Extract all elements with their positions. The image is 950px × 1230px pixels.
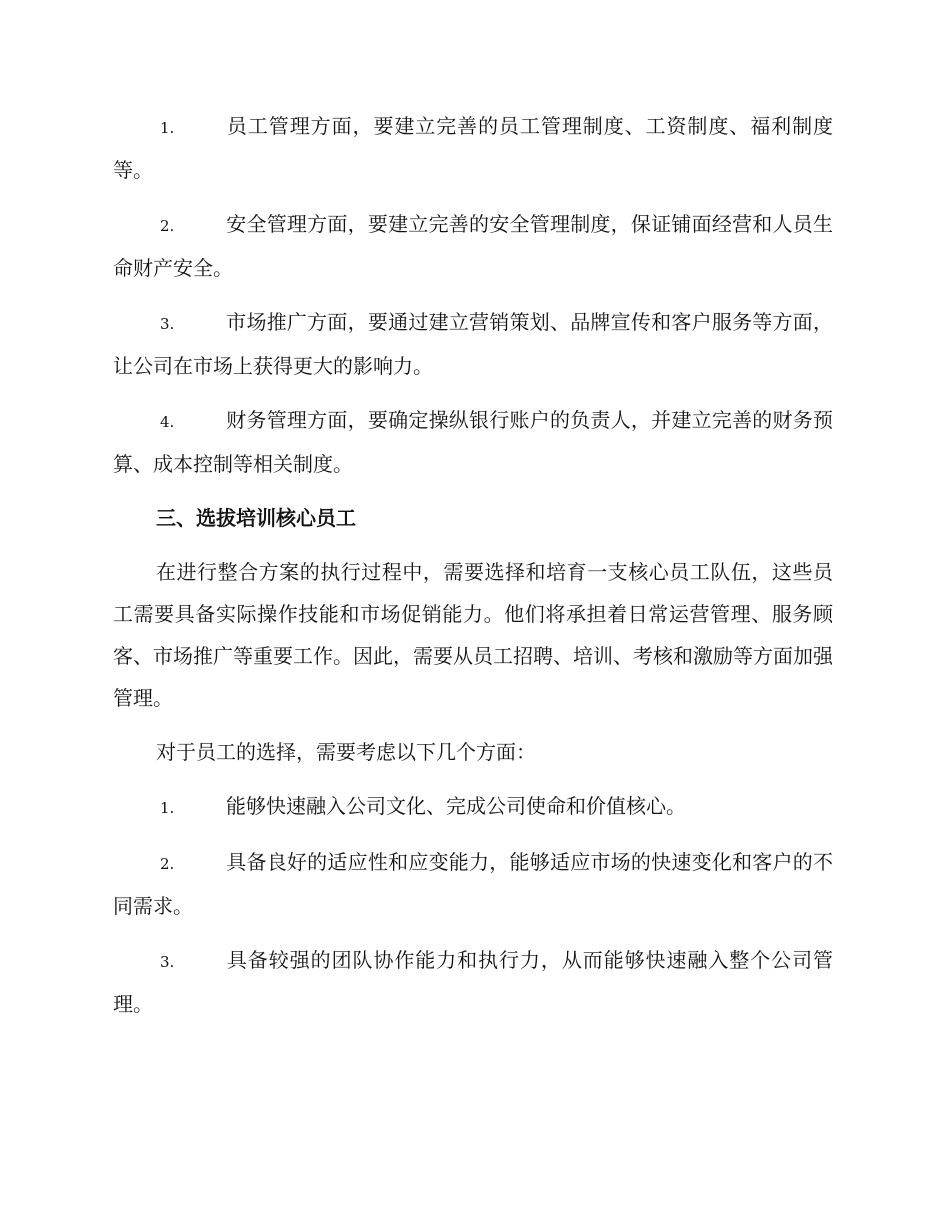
list-item-selection-2 [113,841,833,927]
list-item-management-3 [113,301,833,387]
list-number: 3. [160,953,175,971]
list-item-text: 具备良好的适应性和应变能力，能够适应市场的快速变化和客户的不同需求。 [113,850,833,918]
list-number: 2. [160,217,175,235]
document-content [113,105,833,1037]
list-item-management-2 [113,203,833,289]
list-item-text: 市场推广方面，要通过建立营销策划、品牌宣传和客户服务等方面，让公司在市场上获得更大的影响力。 [113,310,833,378]
list-number: 3. [160,315,175,333]
list-item-text: 财务管理方面，要确定操纵银行账户的负责人，并建立完善的财务预算、成本控制等相关制度。 [113,408,833,476]
section-heading: 三、选拔培训核心员工 [156,506,356,530]
list-item-selection-3 [113,939,833,1025]
body-paragraph-1: 在进行整合方案的执行过程中，需要选择和培育一支核心员工队伍，这些员工需要具备实际操作技能和市场促销能力。他们将承担着日常运营管理、服务顾客、市场推广等重要工作。因此，需要从员工招聘、培训、考核和激励等方面加强管理。 [113,560,833,710]
list-number: 1. [160,119,175,137]
list-item-management-4 [113,399,833,485]
list-item-text: 具备较强的团队协作能力和执行力，从而能够快速融入整个公司管理。 [113,948,833,1016]
list-number: 4. [160,413,175,431]
list-item-selection-1 [113,785,833,829]
list-number: 1. [160,799,175,817]
list-item-text: 员工管理方面，要建立完善的员工管理制度、工资制度、福利制度等。 [113,114,833,182]
list-number: 2. [160,855,175,873]
body-paragraph-2: 对于员工的选择，需要考虑以下几个方面： [156,740,536,764]
list-item-text: 安全管理方面，要建立完善的安全管理制度，保证铺面经营和人员生命财产安全。 [113,212,833,280]
list-item-text: 能够快速融入公司文化、完成公司使命和价值核心。 [226,794,686,818]
list-item-management-1 [113,105,833,191]
